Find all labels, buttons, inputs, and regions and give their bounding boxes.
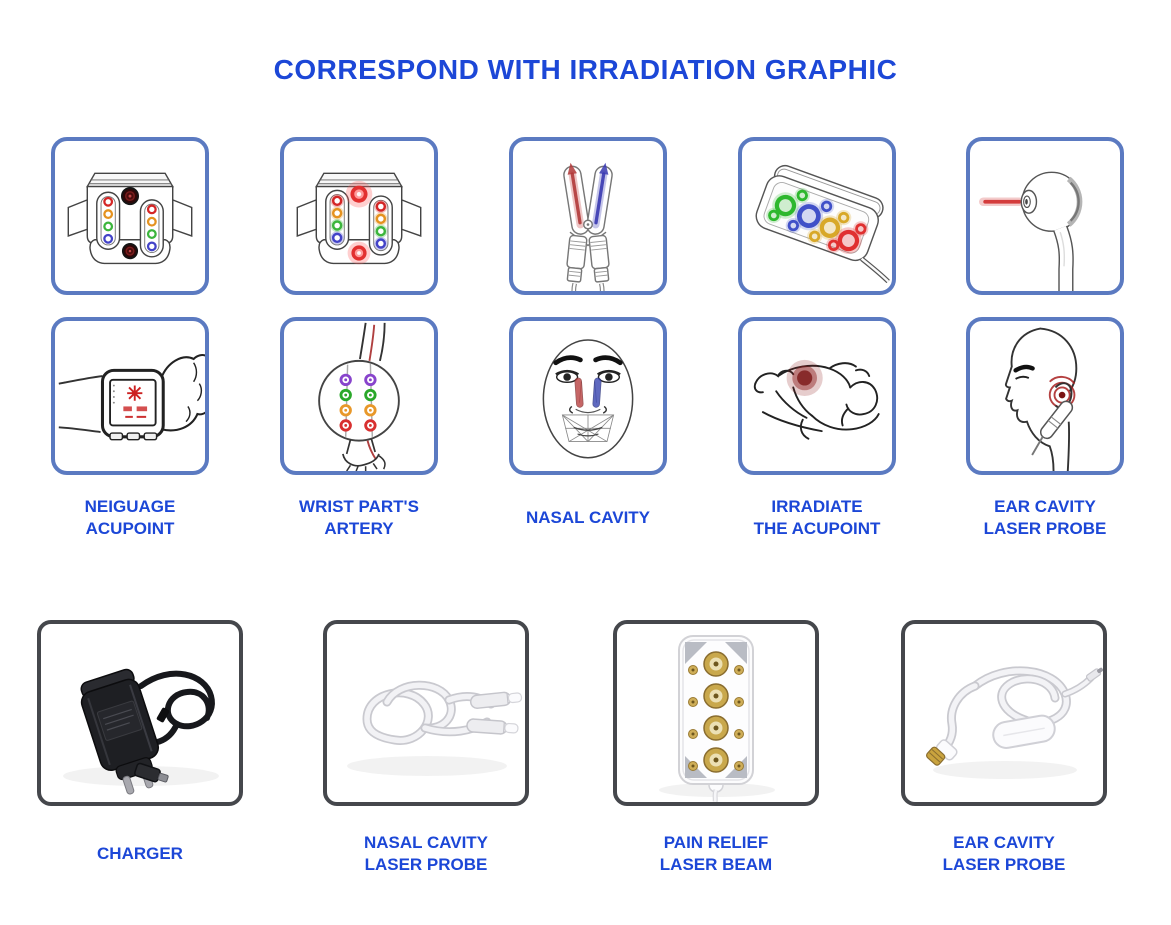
caption-wrist-part-artery <box>249 494 469 542</box>
ear-laser-probe-icon <box>970 141 1120 291</box>
page-title: CORRESPOND WITH IRRADIATION GRAPHIC <box>273 54 898 85</box>
caption-line: ARTERY <box>324 519 394 538</box>
panel-ear-laser-probe <box>966 137 1124 295</box>
nasal-probe-photo-icon <box>327 624 525 802</box>
wrist-artery-leds-icon <box>284 321 434 471</box>
caption-line: LASER PROBE <box>942 855 1066 874</box>
panel-acupoint-led-pad <box>738 137 896 295</box>
caption-line: PAIN RELIEF <box>663 833 769 852</box>
caption-line: CHARGER <box>97 844 183 863</box>
face-nasal-clip-icon <box>513 321 663 471</box>
nasal-clip-probe-icon <box>513 141 663 291</box>
caption-line: NEIGUAGE <box>84 497 176 516</box>
panel-wrist-device-standby <box>51 137 209 295</box>
laser-pad-photo-icon <box>617 624 815 802</box>
watch-on-wrist-icon <box>55 321 205 471</box>
panel-wrist-artery-leds <box>280 317 438 475</box>
ear-probe-photo-icon <box>905 624 1103 802</box>
caption-line: NASAL CAVITY <box>525 508 651 527</box>
caption-line: EAR CAVITY <box>994 497 1096 516</box>
panel-nasal-clip-probe <box>509 137 667 295</box>
caption-line: WRIST PART'S <box>299 497 419 516</box>
body-acupoint-glow-icon <box>742 321 892 471</box>
caption-neiguage-acupoint <box>20 494 240 542</box>
caption-charger <box>20 830 260 878</box>
panel-watch-on-wrist <box>51 317 209 475</box>
panel-wrist-device-active <box>280 137 438 295</box>
panel-ear-probe-photo <box>901 620 1107 806</box>
caption-line: LASER PROBE <box>364 855 488 874</box>
caption-line: LASER PROBE <box>983 519 1107 538</box>
caption-line: ACUPOINT <box>85 519 175 538</box>
caption-ear-cavity-laser-probe <box>935 494 1155 542</box>
caption-nasal-cavity <box>478 494 698 542</box>
acupoint-led-pad-icon <box>742 141 892 291</box>
wrist-device-active-icon <box>284 141 434 291</box>
caption-line: THE ACUPOINT <box>753 519 881 538</box>
caption-line: IRRADIATE <box>771 497 863 516</box>
caption-nasal-cavity-laser-probe <box>306 830 546 878</box>
caption-irradiate-the-acupoint <box>707 494 927 542</box>
panel-ear-probe-in-ear <box>966 317 1124 475</box>
charger-photo-icon <box>41 624 239 802</box>
inline-switch <box>991 714 1057 750</box>
ear-probe-in-ear-icon <box>970 321 1120 471</box>
caption-pain-relief-laser-beam <box>596 830 836 878</box>
caption-line: LASER BEAM <box>659 855 773 874</box>
wrist-device-standby-icon <box>55 141 205 291</box>
caption-line: NASAL CAVITY <box>363 833 489 852</box>
panel-charger-photo <box>37 620 243 806</box>
caption-line: EAR CAVITY <box>953 833 1055 852</box>
cable <box>141 674 212 727</box>
panel-laser-pad-photo <box>613 620 819 806</box>
panel-nasal-probe-photo <box>323 620 529 806</box>
caption-ear-cavity-laser-probe-photo <box>884 830 1124 878</box>
panel-body-acupoint-glow <box>738 317 896 475</box>
panel-face-nasal-clip <box>509 317 667 475</box>
